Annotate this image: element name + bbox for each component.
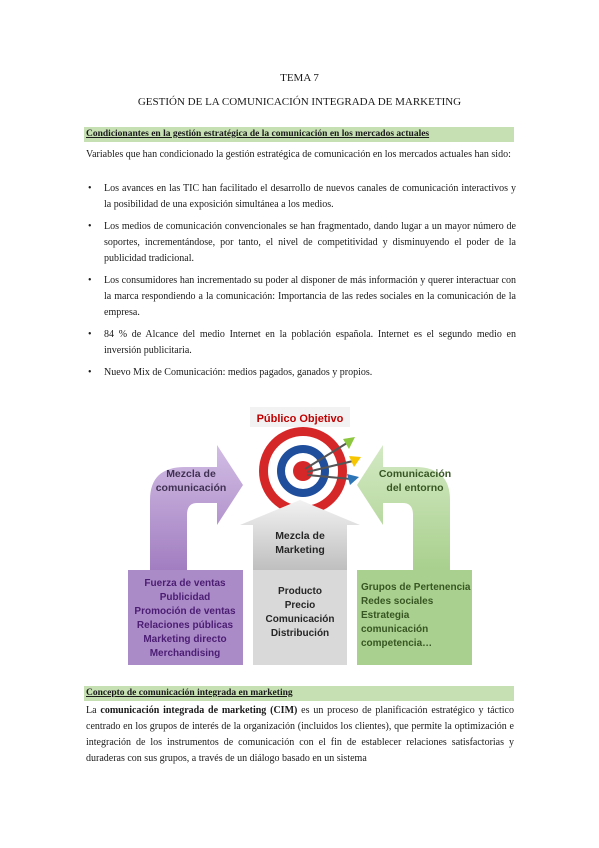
topic-number: TEMA 7 [280,72,319,84]
list-item-text: Los consumidores han incrementado su poder al disponer de más información y querer interactuar con la marca respondiendo a la comunicación: Importancia de las redes sociales en la comunicación de la empresa. [104,275,516,318]
left-arrow-label-1: Mezcla de [166,468,216,480]
list-item-text: 84 % de Alcance del medio Internet en la población española. Internet es el segundo medio en inversión publicitaria. [104,329,516,356]
bullet-icon: • [88,367,92,378]
target-label: Público Objetivo [256,413,344,425]
list-item-text: Los medios de comunicación convencionales se han fragmentado, dando lugar a un mayor número de soportes, incrementándose, por tanto, el nivel de competitividad y disminuyendo el poder de la publicidad tradicional. [104,221,516,264]
section-heading-cim-concept: Concepto de comunicación integrada en marketing [84,686,514,701]
center-box-item: Distribución [270,628,330,639]
left-box-item: Promoción de ventas [134,606,236,617]
list-item [86,273,516,321]
right-arrow-label-2: del entorno [386,482,444,494]
communication-mix-diagram [125,405,475,667]
right-box-item: Redes sociales [361,596,434,607]
left-box-item: Relaciones públicas [136,620,234,631]
page-title: GESTIÓN DE LA COMUNICACIÓN INTEGRADA DE MARKETING [137,96,462,108]
left-arrow [150,445,243,570]
center-arrow-label-2: Marketing [275,544,325,556]
center-box-item: Comunicación [265,614,335,625]
right-arrow-label-1: Comunicación [378,468,452,480]
cim-definition: es un proceso de planificación estratégico y táctico centrado en los grupos de interés de la organización (incluidos los clientes), que permite la optimización e integración de los instrumentos de comunicación con el fin de establecer relaciones satisfactorias y duraderas con sus grupos, a través de un diálogo basado en un sistema [86,705,514,764]
right-box-item: comunicación [361,624,429,635]
center-box [253,570,347,665]
center-arrow [240,500,360,570]
right-arrow [357,445,451,570]
right-box-item: Grupos de Pertenencia [361,582,471,593]
right-box-item: competencia… [361,638,433,649]
list-item [86,327,516,359]
right-box [357,570,472,665]
list-item-text: Los avances en las TIC han facilitado el desarrollo de nuevos canales de comunicación interactivos y la posibilidad de una exposición simultánea a los medios. [104,183,516,210]
left-box-item: Marketing directo [143,634,227,645]
right-box-item: Estrategia [361,610,410,621]
bullet-icon: • [88,183,92,194]
cim-prefix: La [86,705,101,716]
bullet-icon: • [88,275,92,286]
left-arrow-label-2: comunicación [155,482,227,494]
list-item [86,181,516,213]
center-box-item: Producto [278,586,322,597]
intro-paragraph: Variables que han condicionado la gestión estratégica de comunicación en los mercados actuales han sido: [86,149,511,160]
center-box-item: Precio [284,600,316,611]
conditions-list [86,181,516,387]
center-arrow-label-1: Mezcla de [275,530,325,542]
list-item [86,219,516,267]
left-box-item: Merchandising [149,648,221,659]
section-heading-conditions: Condicionantes en la gestión estratégica de la comunicación en los mercados actuales [84,127,514,142]
list-item-text: Nuevo Mix de Comunicación: medios pagados, ganados y propios. [104,367,373,378]
bullet-icon: • [88,221,92,232]
list-item [86,365,516,381]
left-box-item: Fuerza de ventas [144,578,226,589]
cim-paragraph [86,703,514,767]
bullet-icon: • [88,329,92,340]
left-box-item: Publicidad [159,592,211,603]
cim-term: comunicación integrada de marketing (CIM) [100,705,298,716]
left-box [128,570,243,665]
